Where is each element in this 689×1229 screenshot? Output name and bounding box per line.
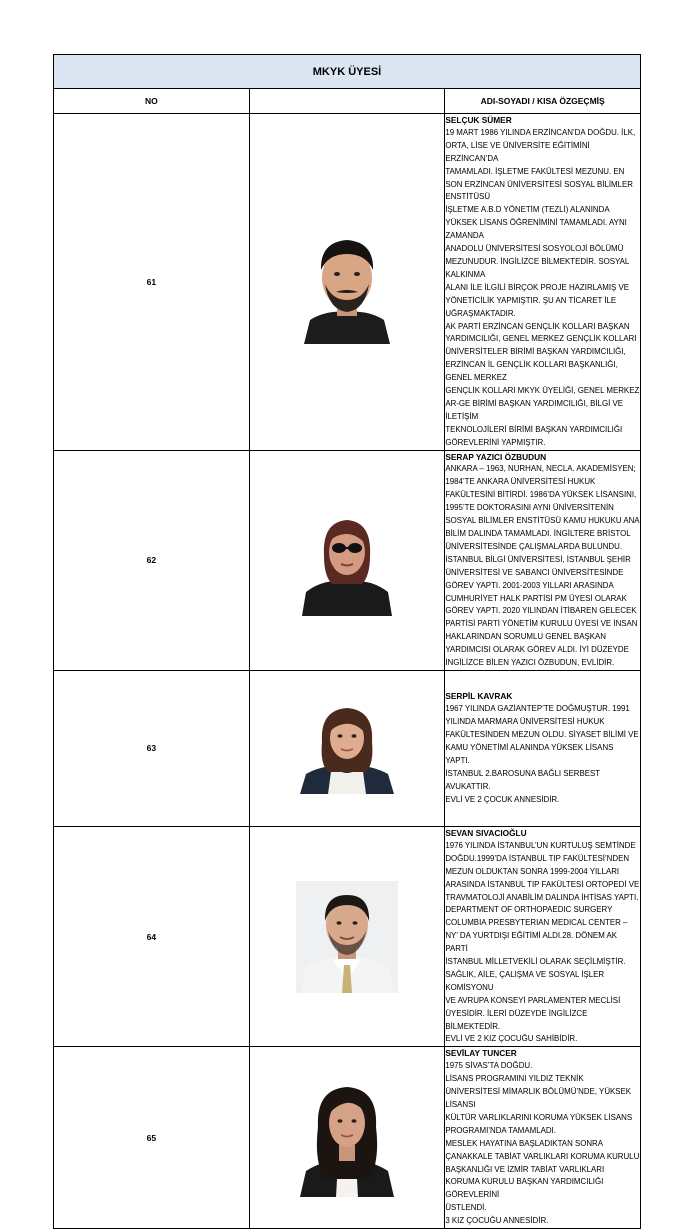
table-row [54,114,641,451]
header-photo [249,89,445,114]
member-bio: 1967 YILINDA GAZİANTEP’TE DOĞMUŞTUR. 1991 YILINDA MARMARA ÜNİVERSİTESİ HUKUK FAKÜLTESİNDEN MEZUN OLDU. SİYASET BİLİMİ VE KAMU YÖNETİMİ ALANINDA YÜKSEK LİSANS YAPTI. İSTANBUL 2.BAROSUNA BAĞLI SERBEST AVUKATTIR. EVLİ VE 2 ÇOCUK ANNESİDİR. [445,704,639,804]
member-photo [249,1047,445,1229]
portrait-man-beard-photo [296,220,398,344]
member-name: SEVAN SIVACIOĞLU [445,827,527,838]
member-name: SERAP YAZICI ÖZBUDUN [445,451,547,462]
table-title: MKYK ÜYESİ [54,55,641,89]
member-bio-cell [445,826,641,1046]
member-bio: ANKARA – 1963, NURHAN, NECLA. AKADEMİSYEN; 1984’TE ANKARA ÜNİVERSİTESİ HUKUK FAKÜLTESİNİ BİTİRDİ. 1986’DA YÜKSEK LİSANSINI, 1995’TE DOKTORASINI AYNI ÜNİVERSİTENİN SOSYAL BİLİMLER ENSTİTÜSÜ KAMU HUKUKU ANA BİLİM DALINDA TAMAMLADI. İNGİLTERE BRİSTOL ÜNİVERSİTESİNDE ÇALIŞMALARDA BULUNDU. İSTANBUL BİLGİ ÜNİVERSİTESİ, İSTANBUL ŞEHİR ÜNİVERSİTESİ VE SABANCI ÜNİVERSİTESİNDE GÖREV YAPTI. 2001-2003 YILLARI ARASINDA CUMHURİYET HALK PARTİSİ PM ÜYESİ OLARAK GÖREV YAPTI. 2020 YILINDAN İTİBAREN GELECEK PARTİSİ PARTİ YÖNETİM KURULU ÜYESİ VE İNSAN HAKLARINDAN SORUMLU GENEL BAŞKAN YARDIMCISI OLARAK GÖREV ALDI. İYİ DÜZEYDE İNGİLİZCE BİLEN YAZICI ÖZBUDUN, EVLİDİR. [445,464,640,668]
header-no: NO [54,89,250,114]
member-photo [249,114,445,451]
member-name: SEVİLAY TUNCER [445,1048,517,1059]
member-no: 62 [54,450,250,670]
member-bio: 1976 YILINDA İSTANBUL’UN KURTULUŞ SEMTİNDE DOĞDU.1999’DA İSTANBUL TIP FAKÜLTESİ’NDEN MEZUN OLDUKTAN SONRA 1999-2004 YILLARI ARASINDA İSTANBUL TIP FAKÜLTESİ ORTOPEDİ VE TRAVMATOLOJİ ANABİLİM DALINDA İHTİSAS YAPTI. DEPARTMENT OF ORTHOPAEDIC SURGERY COLUMBIA PRESBYTERIAN MEDICAL CENTER – NY’ DA YURTDIŞI EĞİTİMİ ALDI.28. DÖNEM AK PARTİ İSTANBUL MİLLETVEKİLİ OLARAK SEÇİLMİŞTİR. SAĞLIK, AİLE, ÇALIŞMA VE SOSYAL İŞLER KOMİSYONU VE AVRUPA KONSEYİ PARLAMENTER MECLİSİ ÜYESİDİR. İLERİ DÜZEYDE İNGİLİZCE BİLMEKTEDİR. EVLİ VE 2 KIZ ÇOCUĞU SAHİBİDİR. [445,840,640,1044]
member-no: 63 [54,670,250,826]
member-photo [249,450,445,670]
header-bio: ADI-SOYADI / KISA ÖZGEÇMİŞ [445,89,641,114]
member-no: 65 [54,1047,250,1229]
member-no: 61 [54,114,250,451]
member-bio: 1975 SİVAS’TA DOĞDU. LİSANS PROGRAMINI YILDIZ TEKNİK ÜNİVERSİTESİ MİMARLIK BÖLÜMÜ’NDE, YÜKSEK LİSANSI KÜLTÜR VARLIKLARINI KORUMA YÜKSEK LİSANS PROGRAMI’NDA TAMAMLADI. MESLEK HAYATINA BAŞLADIKTAN SONRA ÇANAKKALE TABİAT VARLIKLARI KORUMA KURULU BAŞKANLIĞI VE İZMİR TABİAT VARLIKLARI KORUMA KURULU BAŞKAN YARDIMCILIĞI GÖREVLERİNİ ÜSTLENDİ. 3 KIZ ÇOCUĞU ANNESİDİR. [445,1061,640,1226]
member-bio-cell [445,114,641,451]
portrait-woman-scarf-photo [296,702,398,794]
table-row [54,670,641,826]
member-no: 64 [54,826,250,1046]
member-bio: 19 MART 1986 YILINDA ERZİNCAN’DA DOĞDU. İLK, ORTA, LİSE VE ÜNİVERSİTE EĞİTİMİNİ ERZİNCAN’DA TAMAMLADI. İŞLETME FAKÜLTESİ MEZUNU. EN SON ERZİNCAN ÜNİVERSİTESİ SOSYAL BİLİMLER ENSTİTÜSÜ İŞLETME A.B.D YÖNETİM (TEZLİ) ALANINDA YÜKSEK LİSANS ÖĞRENİMİNİ TAMAMLADI. AYNI ZAMANDA ANADOLU ÜNİVERSİTESİ SOSYOLOJİ BÖLÜMÜ MEZUNUDUR. İNGİLİZCE BİLMEKTEDİR. SOSYAL KALKINMA ALANI İLE İLGİLİ BİRÇOK PROJE HAZIRLAMIŞ VE YÖNETİCİLİK YAPMIŞTIR. ŞU AN TİCARET İLE UĞRAŞMAKTADIR. AK PARTİ ERZİNCAN GENÇLİK KOLLARI BAŞKAN YARDIMCILIĞI, GENEL MERKEZ GENÇLİK KOLLARI ÜNİVERSİTELER BİRİMİ BAŞKAN YARDIMCILIĞI, ERZİNCAN İL GENÇLİK KOLLARI BAŞKANLIĞI, GENEL MERKEZ GENÇLİK KOLLARI MKYK ÜYELİĞİ, GENEL MERKEZ AR-GE BİRİMİ BAŞKAN YARDIMCILIĞI, BİLGİ VE İLETİŞİM TEKNOLOJİLERİ BİRİMİ BAŞKAN YARDIMCILIĞI GÖREVLERİNİ YAPMIŞTIR. [445,127,640,447]
portrait-woman-sunglasses-photo [296,504,398,616]
table-row [54,826,641,1046]
member-bio-cell [445,450,641,670]
portrait-woman-long-hair-photo [296,1079,398,1197]
member-bio-cell [445,1047,641,1229]
table-row [54,450,641,670]
member-name: SELÇUK SÜMER [445,115,512,125]
portrait-man-suit-photo [296,881,398,993]
member-photo [249,670,445,826]
member-name: SERPİL KAVRAK [445,691,513,702]
table-row [54,1047,641,1229]
member-bio-cell [445,670,641,826]
member-photo [249,826,445,1046]
member-table [53,54,641,1229]
